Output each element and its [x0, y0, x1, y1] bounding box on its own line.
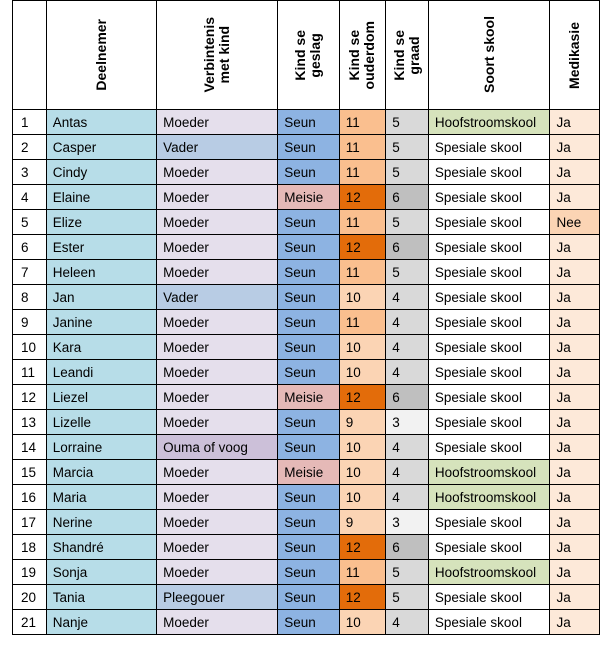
- cell-verbintenis: Moeder: [157, 110, 278, 135]
- cell-verbintenis: Moeder: [157, 510, 278, 535]
- cell-medikasie: Ja: [550, 435, 600, 460]
- cell-skool: Spesiale skool: [428, 185, 550, 210]
- cell-verbintenis: Moeder: [157, 460, 278, 485]
- cell-geslag: Seun: [278, 560, 340, 585]
- cell-nr: 11: [13, 360, 47, 385]
- table-row: [13, 410, 600, 435]
- cell-deelnemer: Lorraine: [46, 435, 156, 460]
- table-row: [13, 185, 600, 210]
- cell-ouderdom: 11: [339, 160, 386, 185]
- cell-verbintenis: Moeder: [157, 485, 278, 510]
- cell-nr: 3: [13, 160, 47, 185]
- cell-geslag: Seun: [278, 510, 340, 535]
- header-nr: [13, 1, 47, 110]
- cell-geslag: Seun: [278, 585, 340, 610]
- cell-skool: Spesiale skool: [428, 260, 550, 285]
- cell-medikasie: Ja: [550, 410, 600, 435]
- cell-geslag: Seun: [278, 310, 340, 335]
- cell-graad: 4: [386, 460, 429, 485]
- cell-verbintenis: Vader: [157, 285, 278, 310]
- cell-graad: 6: [386, 185, 429, 210]
- cell-skool: Spesiale skool: [428, 385, 550, 410]
- cell-deelnemer: Antas: [46, 110, 156, 135]
- cell-nr: 7: [13, 260, 47, 285]
- cell-medikasie: Ja: [550, 510, 600, 535]
- cell-medikasie: Ja: [550, 310, 600, 335]
- cell-deelnemer: Casper: [46, 135, 156, 160]
- table-row: [13, 310, 600, 335]
- cell-skool: Spesiale skool: [428, 410, 550, 435]
- cell-graad: 6: [386, 535, 429, 560]
- cell-geslag: Seun: [278, 260, 340, 285]
- cell-verbintenis: Moeder: [157, 535, 278, 560]
- header-verbintenis: Verbintenis met kind: [157, 1, 278, 110]
- cell-skool: Spesiale skool: [428, 210, 550, 235]
- cell-geslag: Meisie: [278, 385, 340, 410]
- table-row: [13, 560, 600, 585]
- cell-ouderdom: 11: [339, 135, 386, 160]
- cell-geslag: Seun: [278, 210, 340, 235]
- cell-nr: 12: [13, 385, 47, 410]
- cell-deelnemer: Leandi: [46, 360, 156, 385]
- cell-nr: 6: [13, 235, 47, 260]
- cell-ouderdom: 10: [339, 460, 386, 485]
- cell-nr: 17: [13, 510, 47, 535]
- cell-medikasie: Ja: [550, 485, 600, 510]
- cell-ouderdom: 10: [339, 610, 386, 635]
- cell-deelnemer: Elize: [46, 210, 156, 235]
- cell-skool: Spesiale skool: [428, 510, 550, 535]
- cell-graad: 4: [386, 310, 429, 335]
- cell-medikasie: Nee: [550, 210, 600, 235]
- cell-ouderdom: 12: [339, 185, 386, 210]
- cell-nr: 1: [13, 110, 47, 135]
- cell-ouderdom: 10: [339, 285, 386, 310]
- cell-nr: 13: [13, 410, 47, 435]
- cell-medikasie: Ja: [550, 135, 600, 160]
- cell-geslag: Seun: [278, 360, 340, 385]
- table-body: [13, 110, 600, 635]
- cell-skool: Spesiale skool: [428, 285, 550, 310]
- cell-nr: 20: [13, 585, 47, 610]
- cell-skool: Spesiale skool: [428, 610, 550, 635]
- cell-graad: 4: [386, 335, 429, 360]
- header-deelnemer: Deelnemer: [46, 1, 156, 110]
- table-row: [13, 510, 600, 535]
- cell-skool: Spesiale skool: [428, 360, 550, 385]
- cell-ouderdom: 11: [339, 310, 386, 335]
- cell-nr: 2: [13, 135, 47, 160]
- cell-nr: 15: [13, 460, 47, 485]
- table-row: [13, 260, 600, 285]
- cell-verbintenis: Moeder: [157, 260, 278, 285]
- cell-graad: 5: [386, 210, 429, 235]
- cell-deelnemer: Lizelle: [46, 410, 156, 435]
- cell-ouderdom: 10: [339, 360, 386, 385]
- cell-verbintenis: Moeder: [157, 235, 278, 260]
- cell-verbintenis: Ouma of voog: [157, 435, 278, 460]
- cell-deelnemer: Kara: [46, 335, 156, 360]
- cell-ouderdom: 11: [339, 210, 386, 235]
- table-row: [13, 235, 600, 260]
- table-row: [13, 210, 600, 235]
- table-row: [13, 585, 600, 610]
- cell-geslag: Seun: [278, 535, 340, 560]
- table-row: [13, 285, 600, 310]
- cell-nr: 10: [13, 335, 47, 360]
- cell-nr: 8: [13, 285, 47, 310]
- header-medikasie: Medikasie: [550, 1, 600, 110]
- cell-medikasie: Ja: [550, 460, 600, 485]
- cell-verbintenis: Moeder: [157, 610, 278, 635]
- cell-ouderdom: 9: [339, 410, 386, 435]
- cell-ouderdom: 10: [339, 485, 386, 510]
- header-skool: Soort skool: [428, 1, 550, 110]
- cell-geslag: Seun: [278, 435, 340, 460]
- cell-verbintenis: Moeder: [157, 210, 278, 235]
- cell-skool: Hoofstroomskool: [428, 110, 550, 135]
- cell-skool: Spesiale skool: [428, 435, 550, 460]
- cell-ouderdom: 12: [339, 385, 386, 410]
- cell-skool: Hoofstroomskool: [428, 485, 550, 510]
- table-row: [13, 385, 600, 410]
- header-geslag: Kind se geslag: [278, 1, 340, 110]
- cell-geslag: Seun: [278, 410, 340, 435]
- table-row: [13, 460, 600, 485]
- cell-graad: 5: [386, 585, 429, 610]
- cell-medikasie: Ja: [550, 260, 600, 285]
- cell-geslag: Seun: [278, 610, 340, 635]
- cell-nr: 19: [13, 560, 47, 585]
- cell-graad: 5: [386, 260, 429, 285]
- cell-verbintenis: Moeder: [157, 310, 278, 335]
- cell-medikasie: Ja: [550, 335, 600, 360]
- cell-ouderdom: 10: [339, 335, 386, 360]
- cell-deelnemer: Heleen: [46, 260, 156, 285]
- cell-deelnemer: Liezel: [46, 385, 156, 410]
- cell-geslag: Seun: [278, 335, 340, 360]
- cell-geslag: Meisie: [278, 460, 340, 485]
- cell-graad: 5: [386, 135, 429, 160]
- cell-deelnemer: Maria: [46, 485, 156, 510]
- cell-geslag: Seun: [278, 135, 340, 160]
- cell-skool: Spesiale skool: [428, 335, 550, 360]
- cell-nr: 16: [13, 485, 47, 510]
- cell-ouderdom: 10: [339, 435, 386, 460]
- cell-medikasie: Ja: [550, 360, 600, 385]
- cell-verbintenis: Moeder: [157, 560, 278, 585]
- table-row: [13, 610, 600, 635]
- cell-graad: 4: [386, 485, 429, 510]
- cell-deelnemer: Shandré: [46, 535, 156, 560]
- cell-skool: Spesiale skool: [428, 585, 550, 610]
- cell-skool: Hoofstroomskool: [428, 560, 550, 585]
- cell-graad: 6: [386, 235, 429, 260]
- cell-geslag: Seun: [278, 235, 340, 260]
- cell-graad: 4: [386, 360, 429, 385]
- cell-skool: Spesiale skool: [428, 160, 550, 185]
- cell-skool: Spesiale skool: [428, 235, 550, 260]
- cell-graad: 6: [386, 385, 429, 410]
- cell-verbintenis: Moeder: [157, 335, 278, 360]
- cell-ouderdom: 9: [339, 510, 386, 535]
- cell-ouderdom: 11: [339, 560, 386, 585]
- cell-geslag: Seun: [278, 485, 340, 510]
- table-row: [13, 535, 600, 560]
- table-row: [13, 135, 600, 160]
- table-row: [13, 335, 600, 360]
- cell-deelnemer: Sonja: [46, 560, 156, 585]
- table-row: [13, 160, 600, 185]
- cell-graad: 3: [386, 410, 429, 435]
- cell-verbintenis: Moeder: [157, 410, 278, 435]
- cell-nr: 4: [13, 185, 47, 210]
- cell-ouderdom: 11: [339, 260, 386, 285]
- cell-ouderdom: 12: [339, 585, 386, 610]
- cell-skool: Spesiale skool: [428, 135, 550, 160]
- cell-medikasie: Ja: [550, 285, 600, 310]
- cell-deelnemer: Nerine: [46, 510, 156, 535]
- cell-verbintenis: Vader: [157, 135, 278, 160]
- cell-graad: 3: [386, 510, 429, 535]
- cell-geslag: Meisie: [278, 185, 340, 210]
- cell-geslag: Seun: [278, 160, 340, 185]
- cell-deelnemer: Ester: [46, 235, 156, 260]
- cell-nr: 21: [13, 610, 47, 635]
- cell-nr: 5: [13, 210, 47, 235]
- cell-skool: Spesiale skool: [428, 535, 550, 560]
- cell-medikasie: Ja: [550, 535, 600, 560]
- header-graad: Kind se graad: [386, 1, 429, 110]
- cell-deelnemer: Cindy: [46, 160, 156, 185]
- cell-medikasie: Ja: [550, 610, 600, 635]
- table-row: [13, 110, 600, 135]
- cell-medikasie: Ja: [550, 235, 600, 260]
- table-row: [13, 360, 600, 385]
- table-row: [13, 435, 600, 460]
- cell-verbintenis: Moeder: [157, 360, 278, 385]
- cell-deelnemer: Nanje: [46, 610, 156, 635]
- cell-verbintenis: Pleegouer: [157, 585, 278, 610]
- cell-geslag: Seun: [278, 285, 340, 310]
- cell-verbintenis: Moeder: [157, 185, 278, 210]
- cell-medikasie: Ja: [550, 385, 600, 410]
- cell-graad: 5: [386, 160, 429, 185]
- cell-medikasie: Ja: [550, 160, 600, 185]
- cell-nr: 18: [13, 535, 47, 560]
- cell-deelnemer: Janine: [46, 310, 156, 335]
- cell-deelnemer: Marcia: [46, 460, 156, 485]
- cell-graad: 5: [386, 110, 429, 135]
- header-row: [13, 1, 600, 110]
- cell-medikasie: Ja: [550, 560, 600, 585]
- cell-medikasie: Ja: [550, 185, 600, 210]
- cell-nr: 9: [13, 310, 47, 335]
- cell-graad: 4: [386, 435, 429, 460]
- table-row: [13, 485, 600, 510]
- cell-skool: Spesiale skool: [428, 310, 550, 335]
- cell-deelnemer: Elaine: [46, 185, 156, 210]
- cell-ouderdom: 12: [339, 235, 386, 260]
- cell-geslag: Seun: [278, 110, 340, 135]
- cell-ouderdom: 12: [339, 535, 386, 560]
- header-ouderdom: Kind se ouderdom: [339, 1, 386, 110]
- cell-deelnemer: Jan: [46, 285, 156, 310]
- cell-deelnemer: Tania: [46, 585, 156, 610]
- cell-nr: 14: [13, 435, 47, 460]
- participants-table: [12, 0, 600, 635]
- cell-medikasie: Ja: [550, 585, 600, 610]
- cell-verbintenis: Moeder: [157, 160, 278, 185]
- cell-graad: 4: [386, 610, 429, 635]
- cell-verbintenis: Moeder: [157, 385, 278, 410]
- cell-graad: 5: [386, 560, 429, 585]
- cell-graad: 4: [386, 285, 429, 310]
- cell-medikasie: Ja: [550, 110, 600, 135]
- cell-skool: Hoofstroomskool: [428, 460, 550, 485]
- cell-ouderdom: 11: [339, 110, 386, 135]
